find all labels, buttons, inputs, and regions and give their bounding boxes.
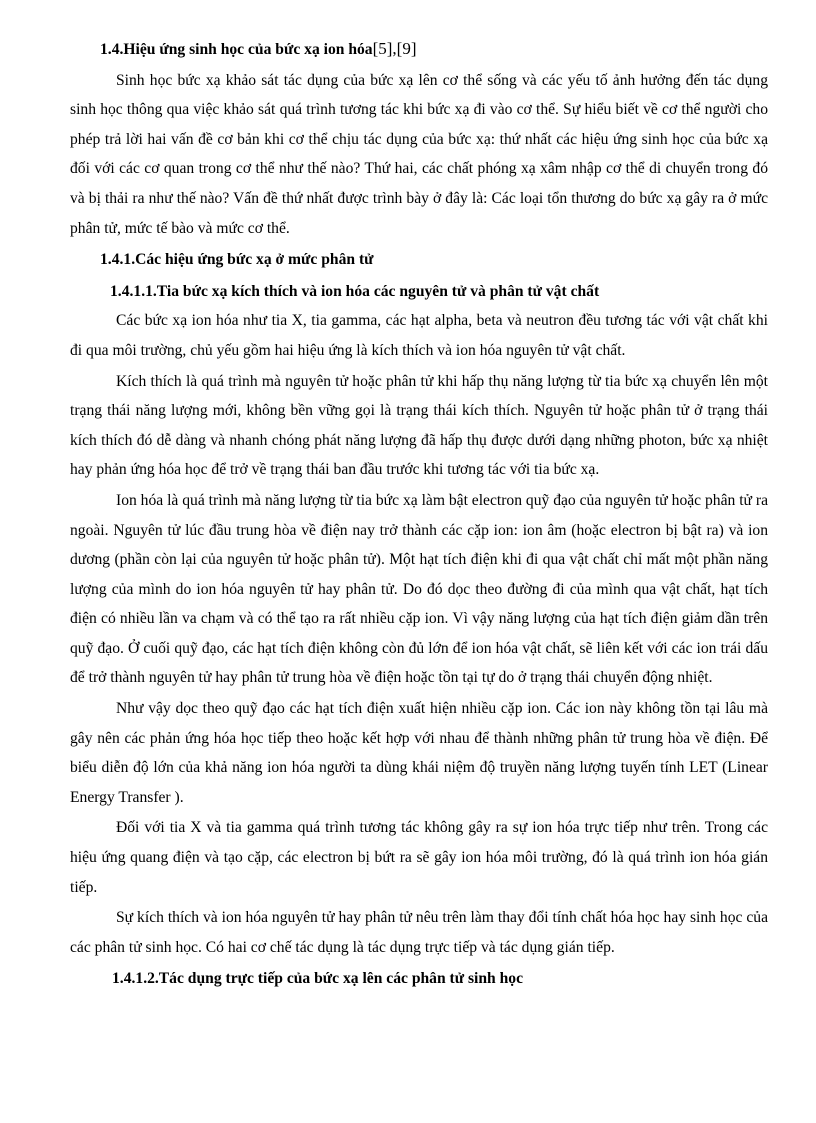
body-paragraph: Sự kích thích và ion hóa nguyên tử hay phân tử nêu trên làm thay đổi tính chất hóa học hay sinh học của các phân tử sinh học. Có hai cơ chế tác dụng là tác dụng trực tiếp và tác dụng gián tiếp. [70, 909, 768, 956]
section-heading-text: 1.4.Hiệu ứng sinh học của bức xạ ion hóa [100, 41, 373, 58]
body-paragraph: Các bức xạ ion hóa như tia X, tia gamma, các hạt alpha, beta và neutron đều tương tác với vật chất khi đi qua môi trường, chủ yếu gồm hai hiệu ứng là kích thích và ion hóa nguyên tử vật chất. [70, 312, 768, 359]
subsubsection-heading-2: 1.4.1.2.Tác dụng trực tiếp của bức xạ lên các phân tử sinh học [112, 970, 524, 988]
intro-paragraph: Sinh học bức xạ khảo sát tác dụng của bức xạ lên cơ thể sống và các yếu tố ảnh hưởng đến tác dụng sinh học thông qua việc khảo sát quá trình tương tác khi bức xạ đi vào cơ thể. Sự hiểu biết về cơ thể người cho phép trả lời hai vấn đề cơ bản khi cơ thể chịu tác dụng của bức xạ: thứ nhất các hiệu ứng sinh học của bức xạ đối với các cơ quan trong cơ thể như thế nào? Thứ hai, các chất phóng xạ xâm nhập cơ thể di chuyển trong đó và bị thải ra như thế nào? Vấn đề thứ nhất được trình bày ở đây là: Các loại tổn thương do bức xạ gây ra ở mức phân tử, mức tế bào và mức cơ thể. [70, 71, 768, 237]
subsection-heading: 1.4.1.Các hiệu ứng bức xạ ở mức phân tử [100, 251, 374, 269]
subsubsection-heading-1: 1.4.1.1.Tia bức xạ kích thích và ion hóa các nguyên tử và phân tử vật chất [110, 282, 600, 300]
section-heading-citations: [5],[9] [372, 39, 417, 58]
body-paragraph: Đối với tia X và tia gamma quá trình tương tác không gây ra sự ion hóa trực tiếp như trên. Trong các hiệu ứng quang điện và tạo cặp, các electron bị bứt ra sẽ gây ion hóa môi trường, đó là quá trình ion hóa gián tiếp. [70, 819, 768, 896]
body-paragraph: Như vậy dọc theo quỹ đạo các hạt tích điện xuất hiện nhiều cặp ion. Các ion này không tồn tại lâu mà gây nên các phản ứng hóa học tiếp theo hoặc kết hợp với nhau để thành những phân tử trung hòa về điện. Để biểu diễn độ lớn của khả năng ion hóa người ta dùng khái niệm độ truyền năng lượng tuyến tính LET (Linear Energy Transfer ). [70, 700, 768, 806]
section-heading [70, 34, 768, 65]
body-paragraph: Ion hóa là quá trình mà năng lượng từ tia bức xạ làm bật electron quỹ đạo của nguyên tử hoặc phân tử ra ngoài. Nguyên tử lúc đầu trung hòa về điện nay trở thành các cặp ion: ion âm (hoặc electron bị bật ra) và ion dương (phần còn lại của nguyên tử hoặc phân tử). Một hạt tích điện khi đi qua vật chất chỉ mất một phần năng lượng của mình do ion hóa nguyên tử hay phân tử. Do đó dọc theo đường đi của mình qua vật chất, hạt tích điện có nhiều lần va chạm và có thể tạo ra rất nhiều cặp ion. Vì vậy năng lượng của hạt tích điện giảm dần trên quỹ đạo. Ở cuối quỹ đạo, các hạt tích điện không còn đủ lớn để ion hóa vật chất, sẽ liên kết với các ion trái dấu để trở thành nguyên tử hay phân tử trung hòa về điện hoặc tồn tại tự do ở trạng thái chuyển động nhiệt. [70, 491, 768, 687]
body-paragraph: Kích thích là quá trình mà nguyên tử hoặc phân tử khi hấp thụ năng lượng từ tia bức xạ chuyển lên một trạng thái năng lượng mới, không bền vững gọi là trạng thái kích thích. Nguyên tử hoặc phân tử ở trạng thái kích thích đó dễ dàng và nhanh chóng phát năng lượng đã hấp thụ được dưới dạng những photon, bức xạ nhiệt hay phản ứng hóa học để trở về trạng thái ban đầu trước khi tương tác với tia bức xạ. [70, 372, 768, 479]
